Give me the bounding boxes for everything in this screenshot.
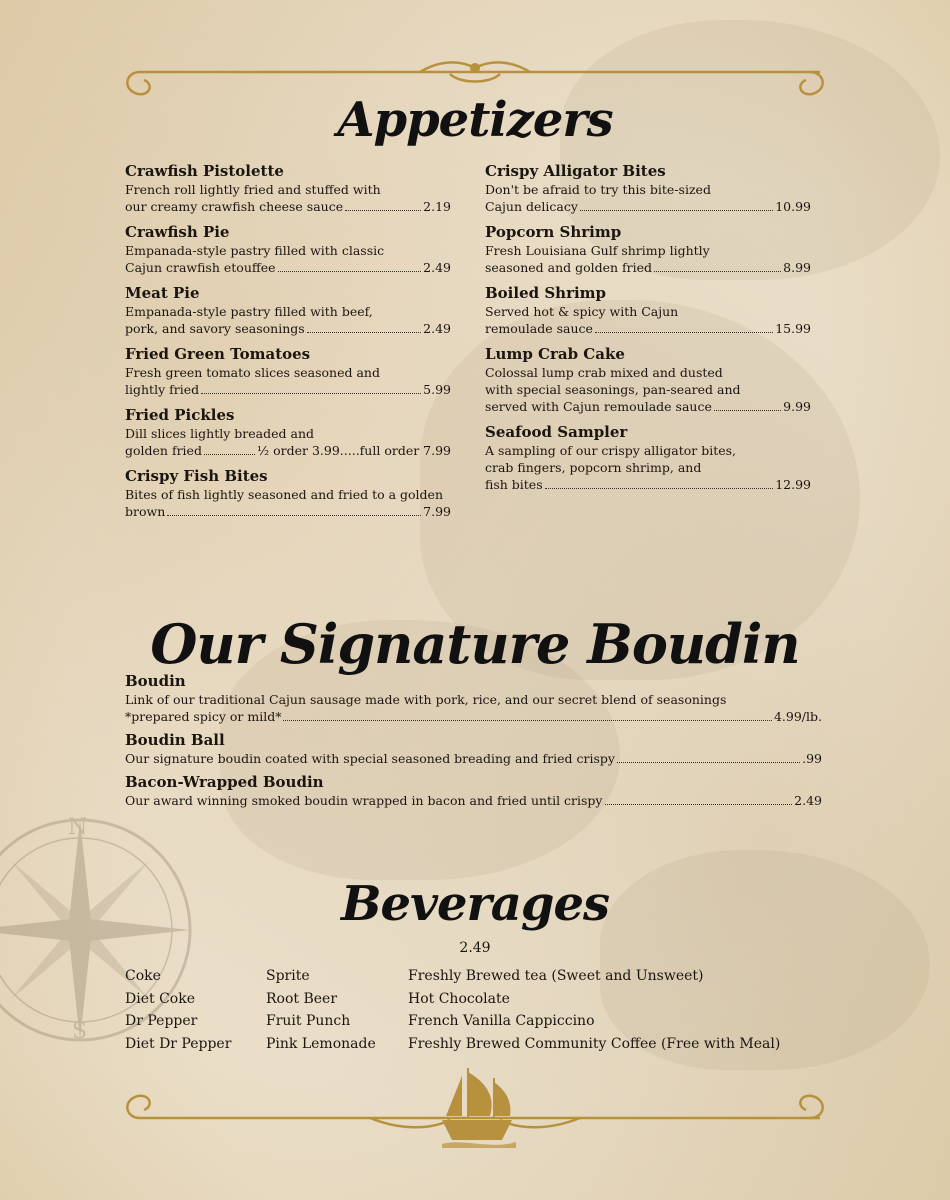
- menu-item-name: Bacon-Wrapped Boudin: [125, 773, 324, 791]
- menu-item-price: 4.99/lb.: [773, 709, 822, 724]
- menu-item-price-line: [485, 198, 811, 215]
- beverage-item: Dr Pepper: [125, 1013, 198, 1029]
- menu-item-price: 10.99: [775, 199, 811, 214]
- menu-item-description: served with Cajun remoulade sauce: [485, 399, 712, 414]
- menu-item: [485, 284, 811, 337]
- menu-item-price: 2.49: [423, 321, 451, 336]
- menu-item: [485, 162, 811, 215]
- beverage-item: Sprite: [266, 968, 310, 984]
- dot-leader: [345, 210, 421, 211]
- menu-item-description: fish bites: [485, 477, 543, 492]
- dot-leader: [278, 271, 422, 272]
- menu-item-price-line: [125, 320, 451, 337]
- menu-item-description: crab fingers, popcorn shrimp, and: [485, 460, 702, 475]
- beverage-item: Freshly Brewed Community Coffee (Free with Meal): [408, 1035, 781, 1052]
- beverage-item: Pink Lemonade: [266, 1035, 376, 1052]
- dot-leader: [617, 762, 800, 763]
- menu-item: [125, 345, 451, 398]
- beverages-heading: Beverages: [340, 876, 610, 932]
- dot-leader: [580, 210, 773, 211]
- appetizers-right-column: [485, 162, 811, 501]
- menu-item-name: Crispy Fish Bites: [125, 467, 268, 485]
- menu-item-description: lightly fried: [125, 382, 200, 397]
- beverage-item: Coke: [125, 968, 161, 984]
- menu-item-description: French roll lightly fried and stuffed with: [125, 182, 381, 197]
- dot-leader: [204, 454, 255, 455]
- beverage-item: Fruit Punch: [266, 1013, 351, 1029]
- menu-item-description: Our award winning smoked boudin wrapped in bacon and fried until crispy: [125, 793, 603, 808]
- menu-item-price-line: [485, 398, 811, 415]
- appetizers-heading: Appetizers: [337, 92, 613, 148]
- menu-item-price: 2.49: [423, 260, 451, 275]
- beverage-item: French Vanilla Cappiccino: [408, 1013, 595, 1029]
- dot-leader: [283, 720, 772, 721]
- menu-item: [485, 423, 811, 493]
- menu-item-description: seasoned and golden fried: [485, 260, 653, 275]
- menu-item-description: Cajun delicacy: [485, 199, 578, 214]
- ship-icon: [432, 1062, 522, 1152]
- beverages-column-2: [266, 965, 376, 1055]
- menu-item-name: Crawfish Pie: [125, 223, 230, 241]
- beverage-item: Diet Coke: [125, 990, 195, 1007]
- menu-item-price: .99: [802, 751, 822, 766]
- beverage-item: Freshly Brewed tea (Sweet and Unsweet): [408, 968, 704, 984]
- menu-item-price: 5.99: [423, 382, 451, 397]
- menu-item-name: Popcorn Shrimp: [485, 223, 622, 241]
- menu-item-name: Fried Pickles: [125, 406, 235, 424]
- menu-item-price: 12.99: [775, 477, 811, 492]
- menu-item: [485, 345, 811, 415]
- menu-item-price: 8.99: [783, 260, 811, 275]
- menu-item-description: *prepared spicy or mild*: [125, 709, 282, 724]
- menu-item: [125, 773, 822, 809]
- menu-item-price-line: [485, 259, 811, 276]
- dot-leader: [545, 488, 774, 489]
- menu-item-price-line: [125, 442, 451, 459]
- menu-item-description: Served hot & spicy with Cajun: [485, 304, 679, 319]
- menu-item-description: our creamy crawfish cheese sauce: [125, 199, 344, 214]
- dot-leader: [201, 393, 421, 394]
- menu-item: [125, 162, 451, 215]
- menu-item: [125, 672, 822, 725]
- menu-item-description: A sampling of our crispy alligator bites,: [485, 443, 737, 458]
- beverages-price: 2.49: [459, 940, 491, 956]
- beverages-column-3: [408, 965, 780, 1055]
- menu-item-price-line: [125, 792, 822, 809]
- menu-item-description: Don't be afraid to try this bite-sized: [485, 182, 711, 197]
- beverage-item: Root Beer: [266, 990, 338, 1007]
- menu-item-name: Seafood Sampler: [485, 423, 628, 441]
- boudin-heading: Our Signature Boudin: [150, 612, 800, 676]
- appetizers-left-column: [125, 162, 451, 528]
- dot-leader: [654, 271, 781, 272]
- menu-item: [125, 406, 451, 459]
- beverage-item: Diet Dr Pepper: [125, 1035, 232, 1052]
- menu-item-description: Empanada-style pastry filled with classic: [125, 243, 385, 258]
- menu-item: [125, 731, 822, 767]
- dot-leader: [595, 332, 773, 333]
- beverage-item: Hot Chocolate: [408, 990, 510, 1007]
- menu-item-price: 2.19: [423, 199, 451, 214]
- menu-item-description: Empanada-style pastry filled with beef,: [125, 304, 373, 319]
- menu-item-price-line: [125, 198, 451, 215]
- menu-item-price-line: [485, 320, 811, 337]
- menu-item-description: golden fried: [125, 443, 202, 458]
- menu-item-price: 9.99: [783, 399, 811, 414]
- menu-item-name: Fried Green Tomatoes: [125, 345, 311, 363]
- dot-leader: [307, 332, 421, 333]
- menu-item: [125, 284, 451, 337]
- menu-item-price-line: [125, 381, 451, 398]
- dot-leader: [714, 410, 781, 411]
- menu-item-name: Crawfish Pistolette: [125, 162, 284, 180]
- menu-item-name: Crispy Alligator Bites: [485, 162, 666, 180]
- menu-item-description: Bites of fish lightly seasoned and fried to a golden: [125, 487, 443, 502]
- menu-item: [485, 223, 811, 276]
- menu-item-price: 7.99: [423, 504, 451, 519]
- menu-item-price: 2.49: [794, 793, 822, 808]
- menu-item-price-line: [125, 708, 822, 725]
- menu-item-price-line: [125, 259, 451, 276]
- menu-item-name: Boiled Shrimp: [485, 284, 607, 302]
- menu-item-description: brown: [125, 504, 166, 519]
- menu-item-description: Fresh Louisiana Gulf shrimp lightly: [485, 243, 710, 258]
- boudin-list: [125, 672, 822, 815]
- menu-item-description: Colossal lump crab mixed and dusted: [485, 365, 723, 380]
- dot-leader: [167, 515, 421, 516]
- menu-item-price-line: [485, 476, 811, 493]
- menu-item-price: ½ order 3.99.....full order 7.99: [257, 443, 451, 458]
- compass-letter-n: N: [68, 815, 88, 840]
- menu-item-price: 15.99: [775, 321, 811, 336]
- menu-item-description: with special seasonings, pan-seared and: [485, 382, 741, 397]
- dot-leader: [605, 804, 793, 805]
- menu-item-description: Our signature boudin coated with special seasoned breading and fried crispy: [125, 751, 615, 766]
- menu-item-name: Lump Crab Cake: [485, 345, 625, 363]
- menu-item-name: Boudin: [125, 672, 186, 690]
- menu-item-description: Link of our traditional Cajun sausage made with pork, rice, and our secret blend of seasonings: [125, 692, 727, 707]
- beverages-column-1: [125, 965, 231, 1055]
- menu-item-name: Boudin Ball: [125, 731, 225, 749]
- menu-item-description: Fresh green tomato slices seasoned and: [125, 365, 380, 380]
- menu-item-name: Meat Pie: [125, 284, 200, 302]
- menu-item: [125, 223, 451, 276]
- menu-item-description: remoulade sauce: [485, 321, 593, 336]
- menu-item: [125, 467, 451, 520]
- menu-item-description: Cajun crawfish etouffee: [125, 260, 276, 275]
- menu-item-price-line: [125, 750, 822, 767]
- menu-item-description: pork, and savory seasonings: [125, 321, 305, 336]
- compass-letter-s: S: [72, 1019, 88, 1044]
- menu-item-price-line: [125, 503, 451, 520]
- menu-item-description: Dill slices lightly breaded and: [125, 426, 314, 441]
